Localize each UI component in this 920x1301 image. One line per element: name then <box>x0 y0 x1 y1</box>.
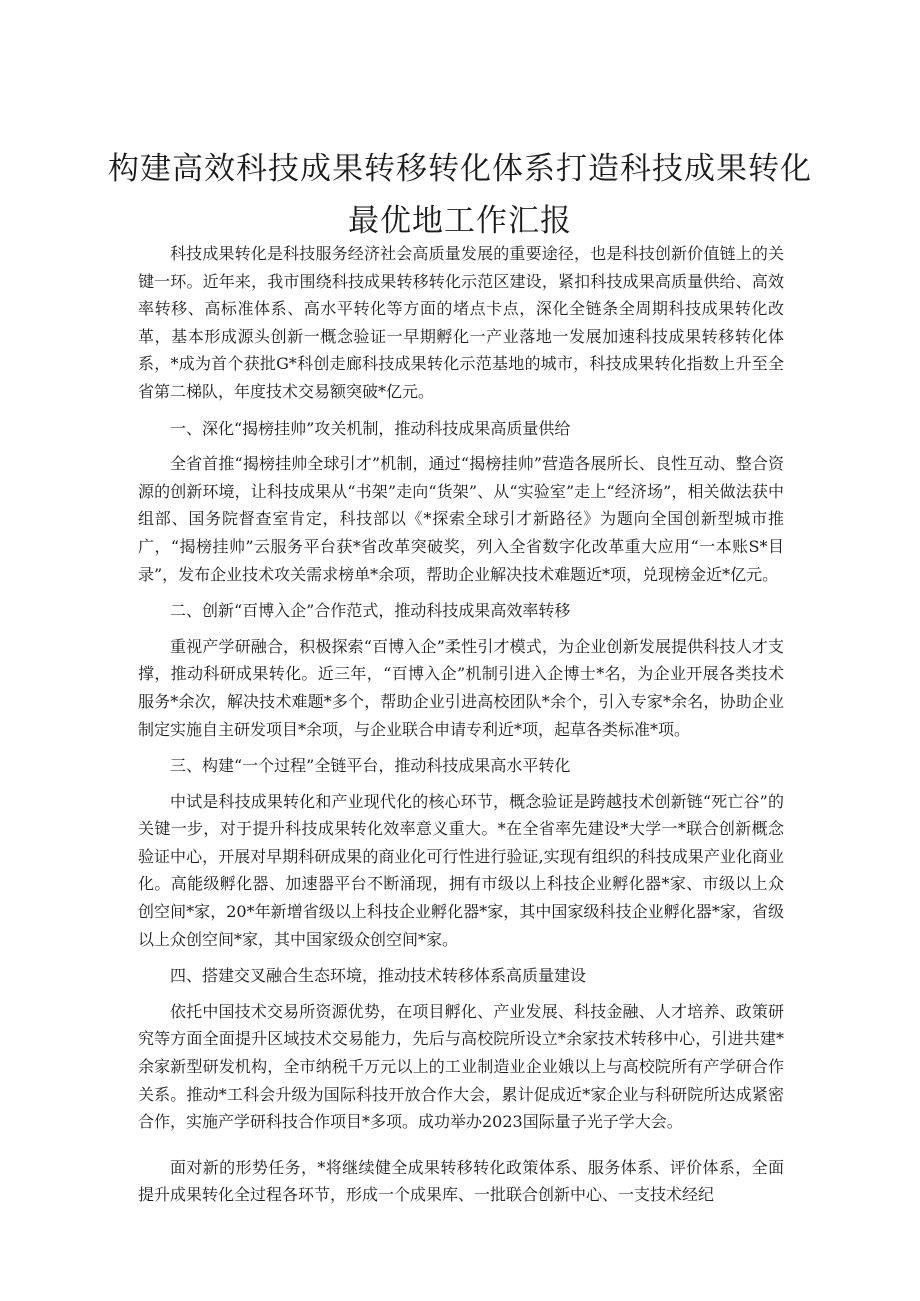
closing-paragraph: 面对新的形势任务，*将继续健全成果转移转化政策体系、服务体系、评价体系，全面提升成果转化全过程各环节，形成一个成果库、一批联合创新中心、一支技术经纪 <box>138 1157 784 1205</box>
section-paragraph-1: 全省首推“揭榜挂帅全球引才”机制，通过“揭榜挂帅”营造各展所长、良性互动、整合资源的创新环境，让科技成果从“书架”走向“货架”、从“实验室”走上“经济场”，相关做法获中组部、国务院督查室肯定，科技部以《*探索全球引才新路径》为题向全国创新型城市推广，“揭榜挂帅”云服务平台获*省改革突破奖，列入全省数字化改革重大应用“一本账S*目录”，发布企业技术攻关需求榜单*余项，帮助企业解决技术难题近*项，兑现榜金近*亿元。 <box>138 454 784 584</box>
section-paragraph-2: 重视产学研融合，积极探索“百博入企”柔性引才模式，为企业创新发展提供科技人才支撑，推动科研成果转化。近三年，“百博入企”机制引进入企博士*名，为企业开展各类技术服务*余次，解决技术难题*多个，帮助企业引进高校团队*余个，引入专家*余名，协助企业制定实施自主研发项目*余项，与企业联合申请专利近*项，起草各类标准*项。 <box>138 636 784 739</box>
section-paragraph-3: 中试是科技成果转化和产业现代化的核心环节，概念验证是跨越技术创新链“死亡谷”的关键一步，对于提升科技成果转化效率意义重大。*在全省率先建设*大学一*联合创新概念验证中心，开展对早期科研成果的商业化可行性进行验证,实现有组织的科技成果产业化商业化。高能级孵化器、加速器平台不断涌现，拥有市级以上科技企业孵化器*家、市级以上众创空间*家，20*年新增省级以上科技企业孵化器*家，其中国家级科技企业孵化器*家，省级以上众创空间*家，其中国家级众创空间*家。 <box>138 791 784 949</box>
section-paragraph-4: 依托中国技术交易所资源优势，在项目孵化、产业发展、科技金融、人才培养、政策研究等方面全面提升区域技术交易能力，先后与高校院所设立*余家技术转移中心，引进共建*余家新型研发机构，全市纳税千万元以上的工业制造业企业娥以上与高校院所有产学研合作关系。推动*工科会升级为国际科技开放合作大会，累计促成近*家企业与科研院所达成紧密合作，实施产学研科技合作项目*多项。成功举办2023国际量子光子学大会。 <box>138 1001 784 1132</box>
section-heading-2: 二、创新“百博入企”合作范式，推动科技成果高效率转移 <box>170 601 571 621</box>
document-body <box>138 240 784 1218</box>
section-heading-1: 一、深化“揭榜挂帅”攻关机制，推动科技成果高质量供给 <box>170 418 571 438</box>
section-heading-3: 三、构建“一个过程”全链平台，推动科技成果高水平转化 <box>170 756 571 776</box>
section-heading-4: 四、搭建交叉融合生态环境，推动技术转移体系高质量建设 <box>170 966 587 986</box>
document-title-line-2: 最优地工作汇报 <box>348 203 572 239</box>
intro-paragraph: 科技成果转化是科技服务经济社会高质量发展的重要途径，也是科技创新价值链上的关键一环。近年来，我市围绕科技成果转移转化示范区建设，紧扣科技成果高质量供给、高效率转移、高标准体系、高水平转化等方面的堵点卡点，深化全链条全周期科技成果转化改革，基本形成源头创新一概念验证一早期孵化一产业落地一发展加速科技成果转移转化体系，*成为首个获批G*科创走廊科技成果转化示范基地的城市，科技成果转化指数上升至全省第二梯队，年度技术交易额突破*亿元。 <box>138 244 784 401</box>
document-title-line-1: 构建高效科技成果转移转化体系打造科技成果转化 <box>108 151 812 187</box>
